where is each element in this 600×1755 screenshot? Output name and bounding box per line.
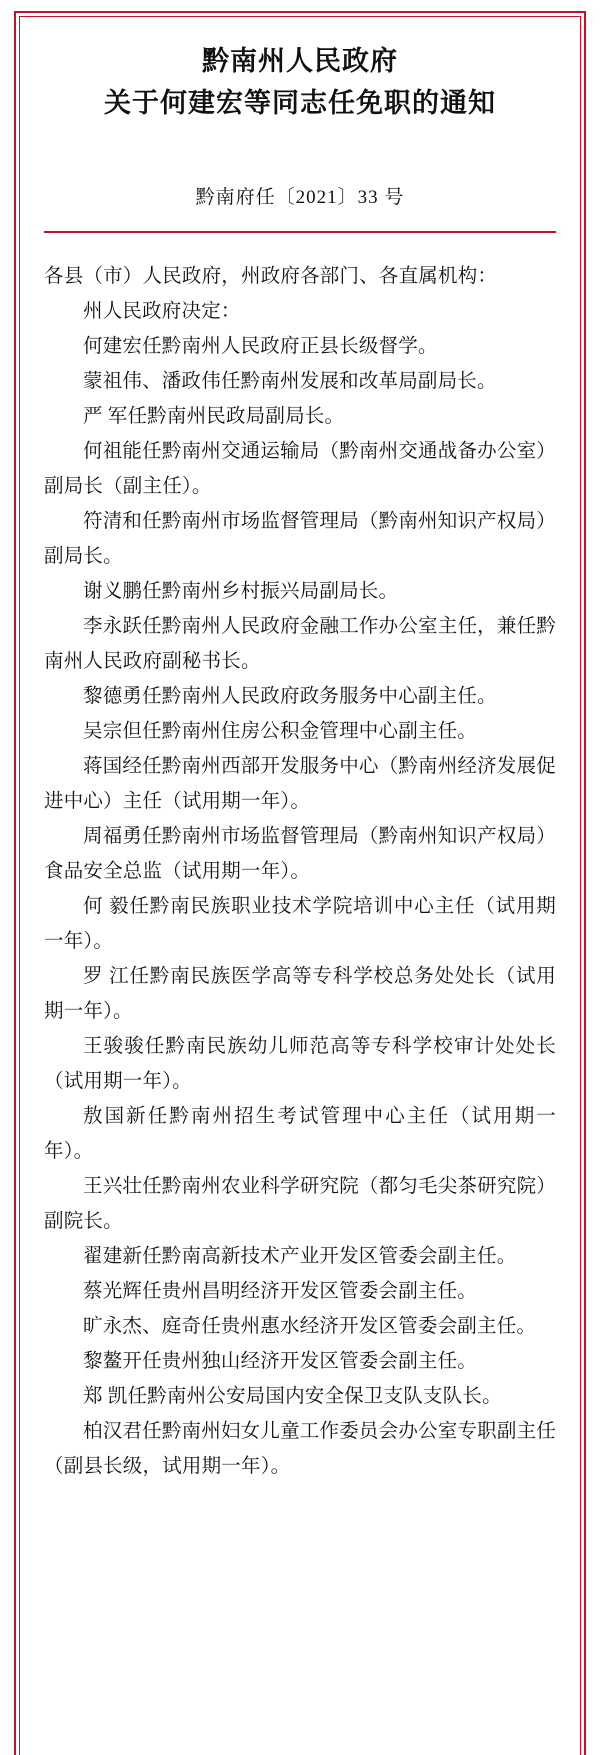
body-paragraph: 蒙祖伟、潘政伟任黔南州发展和改革局副局长。 [83, 371, 497, 392]
body-paragraph: 旷永杰、庭奇任贵州惠水经济开发区管委会副主任。 [83, 1316, 537, 1337]
title-line-2: 关于何建宏等同志任免职的通知 [104, 88, 496, 118]
salutation: 各县（市）人民政府，州政府各部门、各直属机构： [44, 266, 498, 287]
body-paragraph: 蒋国经任黔南州西部开发服务中心（黔南州经济发展促进中心）主任（试用期一年）。 [44, 756, 556, 812]
body-paragraph: 何祖能任黔南州交通运输局（黔南州交通战备办公室）副局长（副主任）。 [44, 441, 556, 497]
body-paragraph: 郑 凯任黔南州公安局国内安全保卫支队支队长。 [83, 1386, 502, 1407]
document-number: 黔南府任〔2021〕33 号 [195, 187, 405, 208]
body-paragraph: 翟建新任黔南高新技术产业开发区管委会副主任。 [83, 1246, 517, 1267]
body-paragraph: 黎德勇任黔南州人民政府政务服务中心副主任。 [83, 686, 497, 707]
body-paragraph: 州人民政府决定： [83, 301, 241, 322]
body-paragraph: 罗 江任黔南民族医学高等专科学校总务处处长（试用期一年）。 [44, 966, 556, 1022]
body-paragraph: 严 军任黔南州民政局副局长。 [83, 406, 345, 427]
title-line-1: 黔南州人民政府 [202, 46, 398, 76]
document-body [44, 259, 556, 1484]
body-paragraph: 符清和任黔南州市场监督管理局（黔南州知识产权局）副局长。 [44, 511, 556, 567]
document-content [44, 40, 556, 1484]
body-paragraph: 周福勇任黔南州市场监督管理局（黔南州知识产权局）食品安全总监（试用期一年）。 [44, 826, 556, 882]
body-paragraph: 何建宏任黔南州人民政府正县长级督学。 [83, 336, 438, 357]
document-number-row [44, 182, 556, 209]
body-paragraph: 王骏骏任黔南民族幼儿师范高等专科学校审计处处长（试用期一年）。 [44, 1036, 556, 1092]
body-paragraph: 敖国新任黔南州招生考试管理中心主任（试用期一年）。 [44, 1106, 556, 1162]
body-paragraph: 黎鳌开任贵州独山经济开发区管委会副主任。 [83, 1351, 478, 1372]
red-divider [44, 231, 556, 233]
body-paragraph: 柏汉君任黔南州妇女儿童工作委员会办公室专职副主任（副县长级，试用期一年）。 [44, 1421, 556, 1477]
page-title [44, 40, 556, 124]
body-paragraph: 何 毅任黔南民族职业技术学院培训中心主任（试用期一年）。 [44, 896, 556, 952]
body-paragraph: 吴宗但任黔南州住房公积金管理中心副主任。 [83, 721, 478, 742]
body-paragraph: 蔡光辉任贵州昌明经济开发区管委会副主任。 [83, 1281, 478, 1302]
body-paragraph: 李永跃任黔南州人民政府金融工作办公室主任，兼任黔南州人民政府副秘书长。 [44, 616, 556, 672]
body-paragraph: 谢义鹏任黔南州乡村振兴局副局长。 [83, 581, 399, 602]
body-paragraph: 王兴壮任黔南州农业科学研究院（都匀毛尖茶研究院）副院长。 [44, 1176, 556, 1232]
